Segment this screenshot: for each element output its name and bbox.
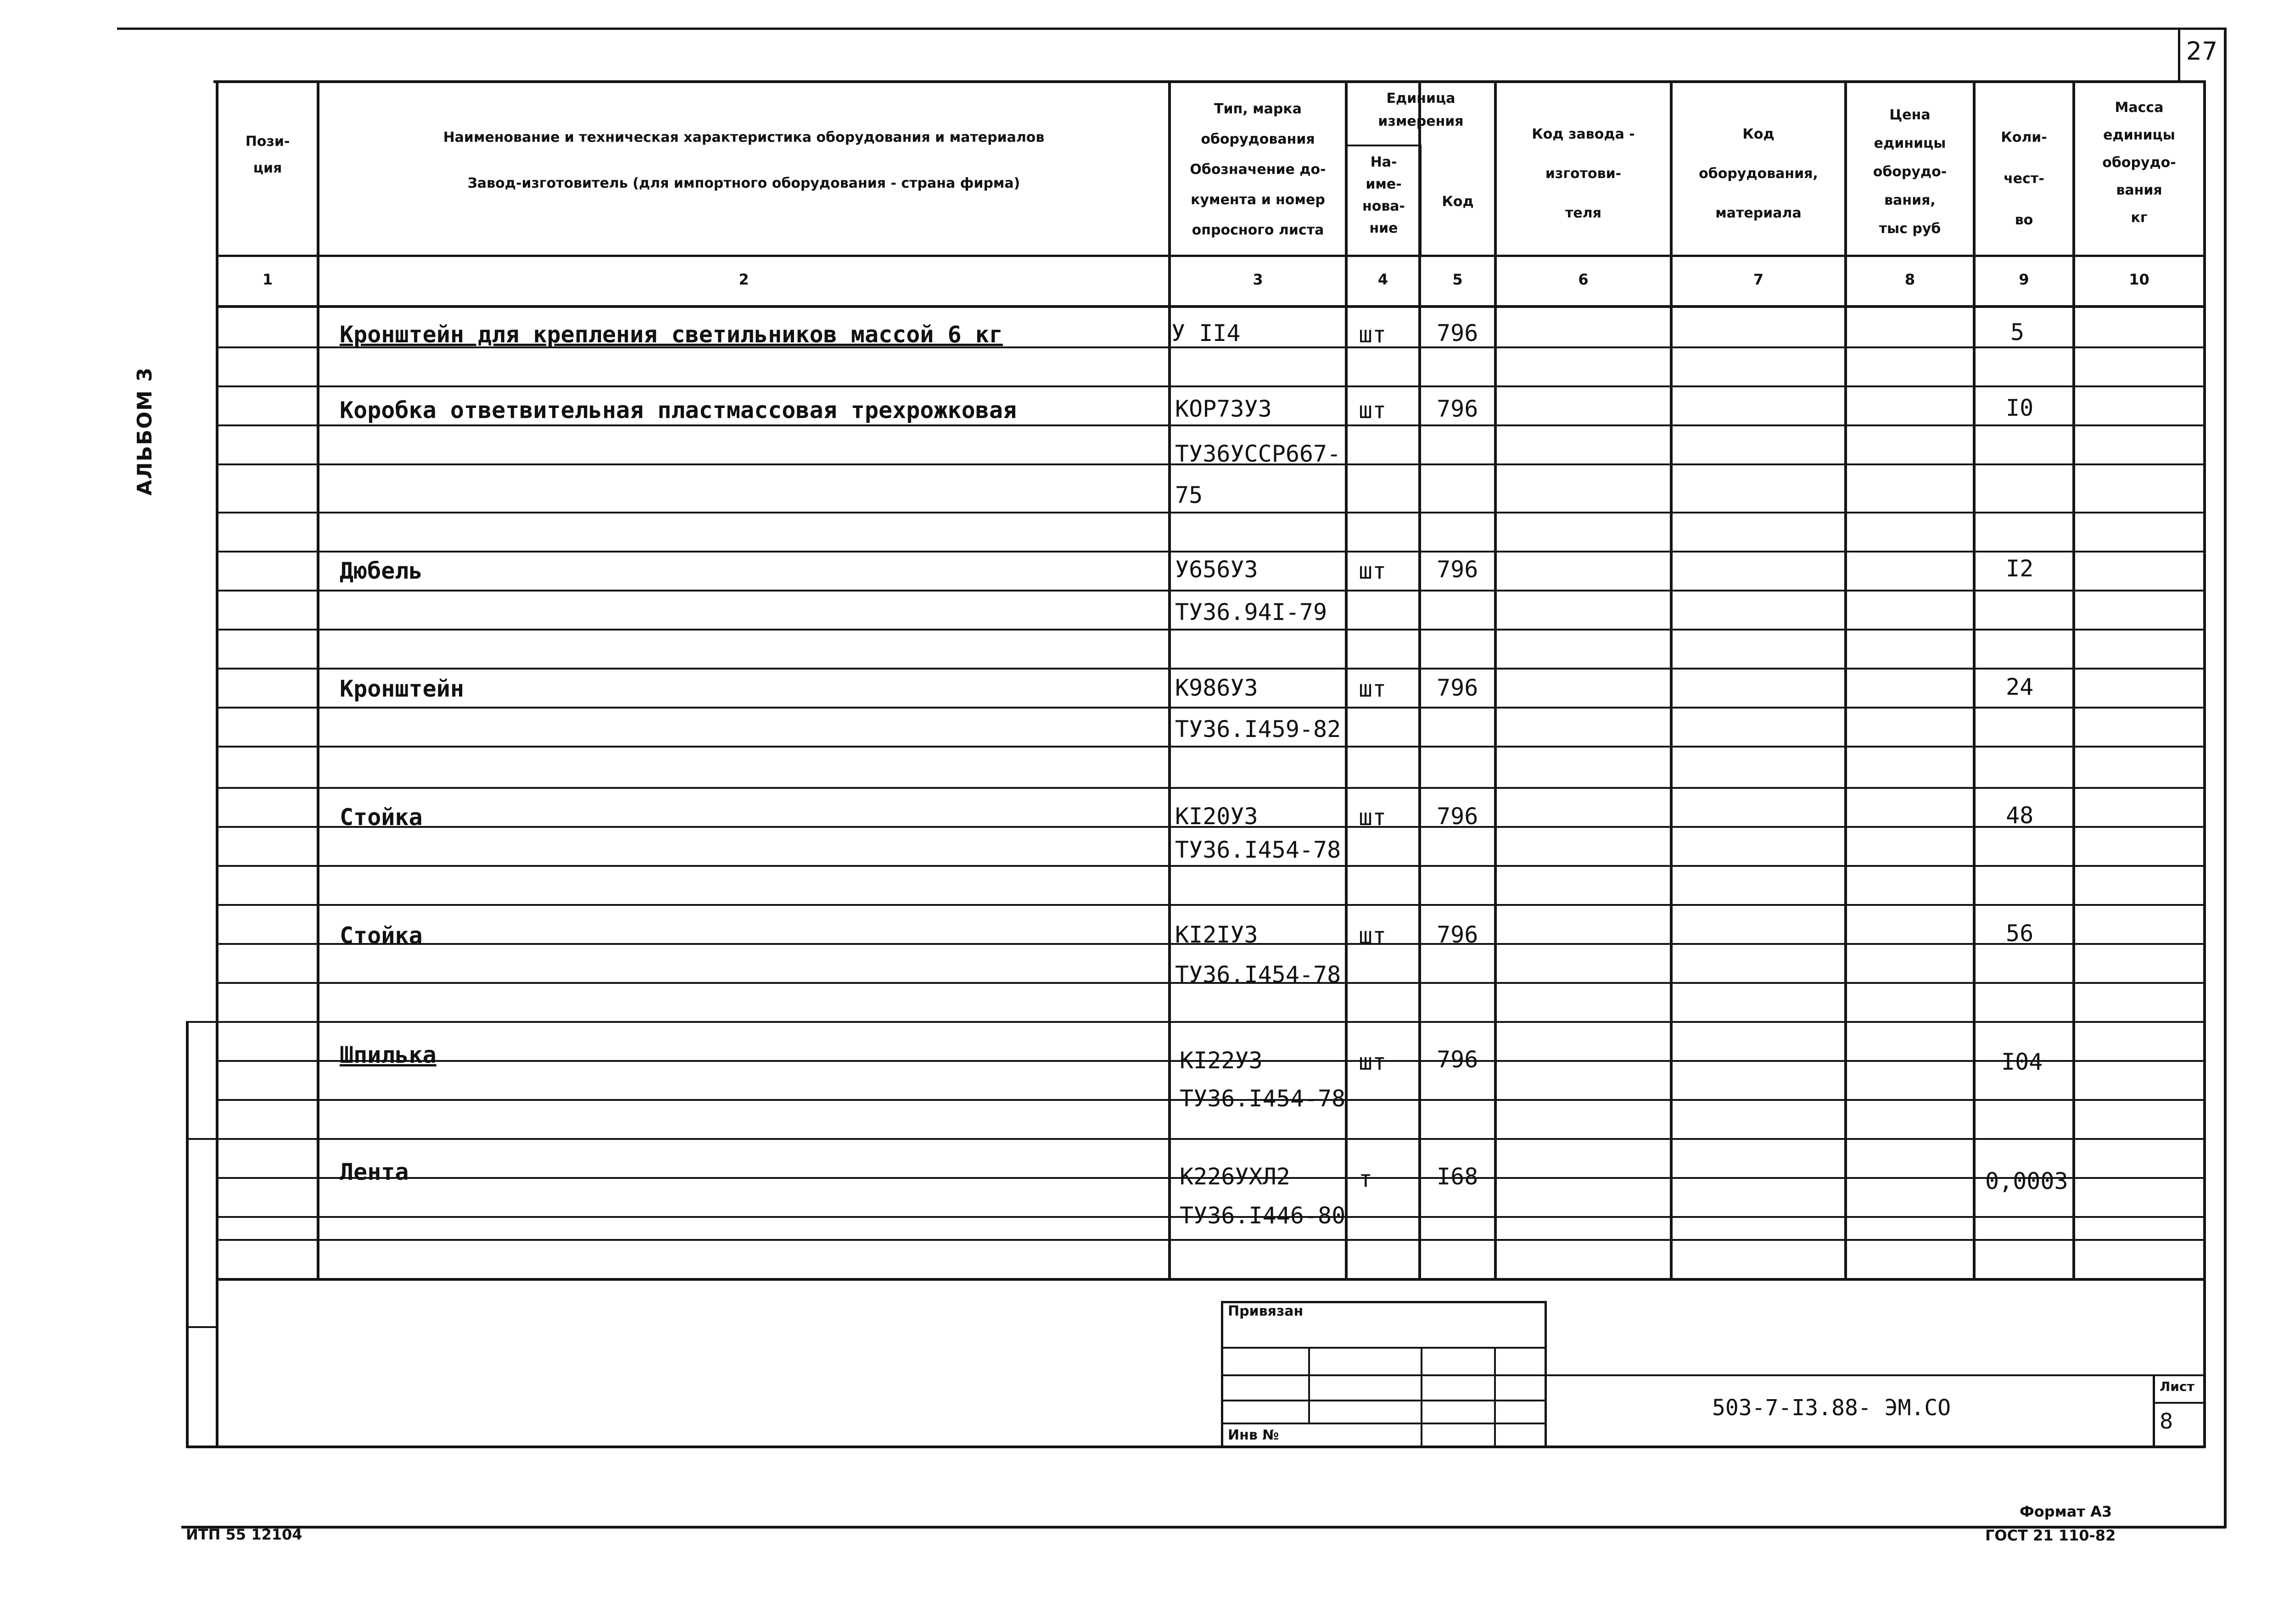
- item-unit-code: 796: [1437, 1046, 1478, 1073]
- item-name: Коробка ответвительная пластмассовая трехрожковая: [340, 397, 1017, 424]
- item-unit: т: [1359, 1166, 1373, 1192]
- item-qty: 24: [2006, 674, 2034, 700]
- item-doc: ТУЗ6.94I-79: [1175, 599, 1327, 625]
- col-number: 5: [1452, 271, 1463, 288]
- col-number: 10: [2129, 271, 2149, 288]
- item-unit: шт: [1359, 804, 1387, 831]
- item-qty: 0,0003: [1985, 1168, 2068, 1194]
- table-right: [2203, 80, 2206, 1448]
- stamp-rule: [1221, 1400, 1547, 1401]
- col-header-unit-name: На- име- нова- ние: [1362, 154, 1405, 236]
- col-header-equipment-code: Код оборудования, материала: [1699, 126, 1818, 221]
- item-qty: I04: [2001, 1049, 2043, 1075]
- rule: [218, 1138, 2203, 1140]
- col-header-quantity: Коли- чест- во: [2001, 129, 2047, 228]
- binding-rule: [186, 1326, 218, 1328]
- stamp-rule: [1221, 1374, 1547, 1376]
- item-name: Лента: [340, 1159, 409, 1185]
- rule: [218, 1021, 2203, 1023]
- header-bottom: [216, 255, 2205, 257]
- table-top: [213, 80, 2205, 83]
- rule: [218, 1239, 2203, 1241]
- item-doc: ТУЗ6.I454-78: [1175, 961, 1341, 988]
- item-unit-code: 796: [1437, 320, 1478, 346]
- item-doc: ТУЗ6.I454-78: [1175, 837, 1341, 863]
- item-unit: шт: [1359, 922, 1387, 949]
- item-doc: ТУЗ6.I446-80: [1180, 1202, 1346, 1229]
- rule: [218, 668, 2203, 670]
- item-unit: шт: [1359, 675, 1387, 702]
- col-number: 9: [2019, 271, 2029, 288]
- item-name: Кронштейн: [340, 675, 464, 702]
- item-name: Стойка: [340, 804, 423, 831]
- col-header-price: Цена единицы оборудо- вания, тыс руб: [1873, 107, 1947, 237]
- bottom-frame: [181, 1526, 2226, 1529]
- item-type: У II4: [1171, 320, 1241, 346]
- col-number: 6: [1578, 271, 1589, 288]
- binding-rule: [186, 1138, 218, 1140]
- item-type: КОР73УЗ: [1175, 396, 1272, 422]
- rule: [218, 746, 2203, 748]
- footer-format: Формат А3: [2020, 1503, 2112, 1520]
- item-type: КI20УЗ: [1175, 803, 1258, 830]
- item-doc: ТУЗ6.I454-78: [1180, 1085, 1346, 1112]
- item-type: У656УЗ: [1175, 556, 1258, 583]
- stamp-vline: [1308, 1347, 1310, 1423]
- rule: [218, 385, 2203, 387]
- col-number: 7: [1753, 271, 1764, 288]
- item-doc-cont: 75: [1175, 482, 1203, 508]
- item-type: КI2IУЗ: [1175, 921, 1258, 948]
- item-type: КI22УЗ: [1180, 1047, 1263, 1074]
- top-rule: [117, 28, 2224, 30]
- item-unit: шт: [1359, 1049, 1387, 1075]
- stamp-rule: [1221, 1423, 1547, 1424]
- col-header-unit-code: Код: [1442, 194, 1474, 210]
- rule: [218, 787, 2203, 789]
- colnum-bottom: [216, 305, 2205, 308]
- binding-strip-left: [186, 1021, 189, 1448]
- item-unit-code: 796: [1437, 556, 1478, 583]
- col-number: 8: [1904, 271, 1915, 288]
- sheet-label: Лист: [2160, 1379, 2194, 1394]
- table-bottom: [186, 1445, 2205, 1448]
- item-doc: ТУЗ6.I459-82: [1175, 716, 1341, 742]
- item-qty: I0: [2006, 395, 2034, 421]
- rule: [218, 629, 2203, 631]
- item-name: Шпилька: [340, 1042, 437, 1068]
- item-type: К226УХЛ2: [1180, 1163, 1290, 1190]
- rule: [218, 707, 2203, 709]
- rule: [218, 551, 2203, 552]
- rule: [218, 865, 2203, 867]
- col-header-name-line1: Наименование и техническая характеристика оборудования и материалов: [443, 129, 1045, 145]
- right-frame: [2224, 28, 2227, 1528]
- item-name: Стойка: [340, 922, 423, 949]
- stamp-vline: [1421, 1347, 1422, 1448]
- table-body-end: [218, 1278, 2203, 1281]
- stamp-vline: [1494, 1347, 1496, 1448]
- sheet-value: 8: [2160, 1409, 2173, 1434]
- item-qty: I2: [2006, 555, 2034, 582]
- item-unit: шт: [1359, 321, 1387, 348]
- item-unit-code: 796: [1437, 921, 1478, 948]
- item-unit: шт: [1359, 558, 1387, 584]
- item-unit-code: 796: [1437, 396, 1478, 422]
- footer-itp: ИТП 55 12104: [186, 1526, 302, 1543]
- col-header-type: Тип, марка оборудования Обозначение до- кумента и номер опросного листа: [1190, 101, 1326, 238]
- sheet-number-top: 27: [2186, 37, 2218, 66]
- item-name: Дюбель: [340, 558, 423, 584]
- footer-gost: ГОСТ 21 110-82: [1985, 1527, 2116, 1544]
- unit-sub-line: [1347, 145, 1421, 146]
- item-qty: 5: [2010, 319, 2025, 346]
- stamp-rule: [1547, 1374, 2205, 1376]
- item-qty: 56: [2006, 920, 2034, 947]
- item-doc: ТУ36УССР667-: [1175, 441, 1341, 467]
- item-unit-code: 796: [1437, 675, 1478, 701]
- stamp-rule: [1221, 1347, 1547, 1349]
- item-unit-code: I68: [1437, 1163, 1478, 1190]
- item-unit-code: 796: [1437, 803, 1478, 830]
- item-qty: 48: [2006, 802, 2034, 829]
- inv-no-label: Инв №: [1228, 1427, 1279, 1443]
- sheet-box-left: [2178, 28, 2180, 81]
- col-number: 4: [1377, 271, 1388, 288]
- col-header-maker-code: Код завода - изготови- теля: [1532, 126, 1635, 221]
- col-number: 3: [1253, 271, 1263, 288]
- album-label: АЛЬБОМ 3: [133, 367, 157, 496]
- col-header-name-line2: Завод-изготовитель (для импортного оборудования - страна фирма): [467, 175, 1020, 191]
- rule: [218, 512, 2203, 513]
- binding-rule: [186, 1021, 218, 1023]
- col-header-mass: Масса единицы оборудо- вания кг: [2102, 100, 2176, 226]
- sheet-box-rule: [2153, 1402, 2205, 1404]
- item-name: Кронштейн для крепления светильников массой 6 кг: [340, 321, 1003, 348]
- item-unit: шт: [1359, 397, 1387, 424]
- item-type: К986УЗ: [1175, 675, 1258, 701]
- privyazan-label: Привязан: [1228, 1303, 1304, 1319]
- col-number: 2: [739, 271, 749, 288]
- rule: [218, 590, 2203, 592]
- col-header-position: Пози- ция: [245, 134, 290, 176]
- document-designation: 503-7-I3.88- ЭМ.СО: [1712, 1395, 1951, 1421]
- rule: [218, 904, 2203, 906]
- col-number: 1: [262, 271, 273, 288]
- col-header-unit: Единица измерения: [1378, 90, 1464, 129]
- rule: [218, 424, 2203, 426]
